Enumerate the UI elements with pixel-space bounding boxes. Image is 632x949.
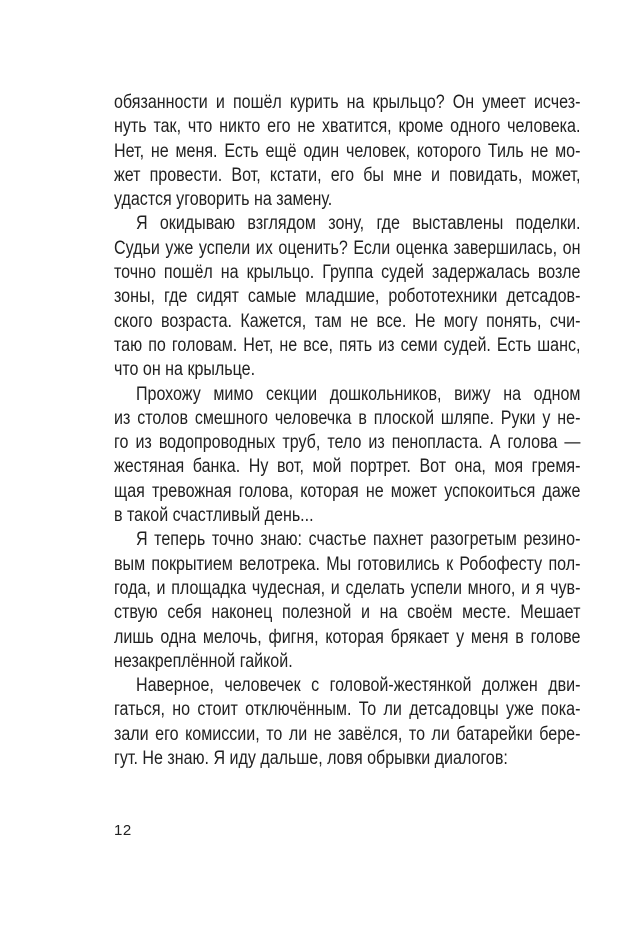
text-line: зали его комиссии, то ли не завёлся, то ли батарейки бере- bbox=[114, 723, 581, 745]
text-line: ствую себя наконец полезной и на своём месте. Мешает bbox=[114, 602, 581, 624]
text-line: точно пошёл на крыльцо. Группа судей задержалась возле bbox=[114, 262, 581, 284]
text-line: ского возраста. Кажется, там не все. Не могу понять, счи- bbox=[114, 310, 581, 332]
text-line: Судьи уже успели их оценить? Если оценка завершилась, он bbox=[114, 237, 581, 259]
text-line: из столов смешного человечка в плоской шляпе. Руки у не- bbox=[114, 407, 581, 429]
text-line: незакреплённой гайкой. bbox=[114, 650, 293, 672]
text-line: что он на крыльце. bbox=[114, 359, 256, 381]
text-line: года, и площадка чудесная, и сделать успели много, и я чув- bbox=[114, 577, 581, 599]
text-line: вым покрытием велотрека. Мы готовились к Робофесту пол- bbox=[114, 553, 581, 575]
text-line: Я теперь точно знаю: счастье пахнет разогретым резино- bbox=[135, 529, 581, 551]
page-text bbox=[114, 91, 580, 771]
text-line: лишь одна мелочь, фигня, которая брякает у меня в голове bbox=[114, 626, 581, 648]
text-line: нуть так, что никто его не хватится, кроме одного человека. bbox=[114, 116, 581, 138]
text-line: го из водопроводных труб, тело из пенопласта. А голова — bbox=[114, 432, 581, 454]
text-line: Наверное, человечек с головой-жестянкой должен дви- bbox=[135, 675, 581, 697]
page-number: 12 bbox=[114, 822, 132, 839]
text-line: зоны, где сидят самые младшие, робототехники детсадов- bbox=[114, 286, 581, 308]
text-line: гут. Не знаю. Я иду дальше, ловя обрывки диалогов: bbox=[114, 748, 508, 770]
text-line: Я окидываю взглядом зону, где выставлены поделки. bbox=[135, 213, 581, 235]
text-line: таю по головам. Нет, не все, пять из семи судей. Есть шанс, bbox=[114, 334, 581, 356]
text-line: Прохожу мимо секции дошкольников, вижу на одном bbox=[135, 383, 581, 405]
text-line: жестяная банка. Ну вот, мой портрет. Вот она, моя гремя- bbox=[114, 456, 581, 478]
text-line: обязанности и пошёл курить на крыльцо? Он умеет исчез- bbox=[114, 92, 581, 113]
text-line: в такой счастливый день... bbox=[114, 505, 314, 527]
text-line: Нет, не меня. Есть ещё один человек, которого Тиль не мо- bbox=[114, 140, 581, 162]
text-line: гаться, но стоит отключённым. То ли детсадовцы уже пока- bbox=[114, 699, 581, 721]
text-line: жет провести. Вот, кстати, его бы мне и повидать, может, bbox=[114, 164, 581, 186]
text-line: удастся уговорить на замену. bbox=[114, 189, 333, 211]
text-line: щая тревожная голова, которая не может успокоиться даже bbox=[114, 480, 581, 502]
